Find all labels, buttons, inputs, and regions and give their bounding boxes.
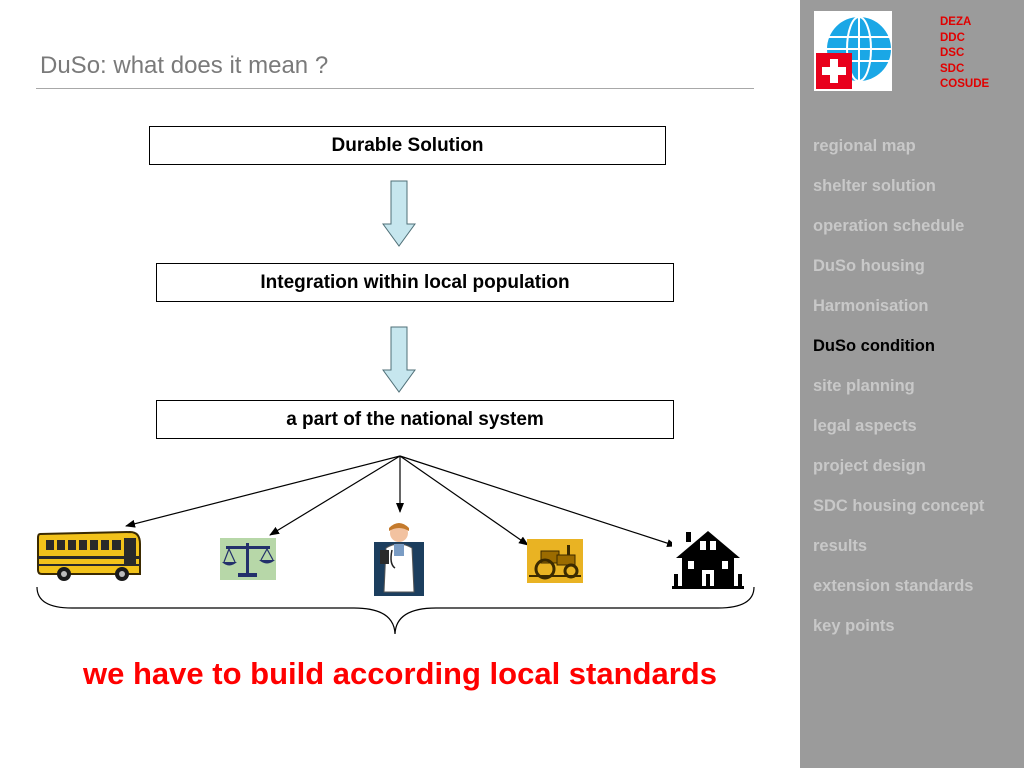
flow-box-label: Integration within local population [260, 271, 570, 293]
scales-icon [220, 538, 276, 580]
sidebar [800, 0, 1024, 768]
nav-item-results[interactable]: results [813, 537, 868, 555]
flow-box-label: Durable Solution [331, 134, 484, 156]
sdc-globe-logo [814, 11, 892, 91]
sidebar-nav [813, 134, 984, 654]
agency-name: COSUDE [940, 78, 990, 90]
nav-item-duso-housing[interactable]: DuSo housing [813, 257, 925, 275]
flow-box-label: a part of the national system [286, 408, 544, 430]
nav-item-project-design[interactable]: project design [813, 457, 926, 475]
nav-item-extension-standards[interactable]: extension standards [813, 577, 974, 595]
tractor-icon [527, 539, 583, 583]
connector-to-bus [126, 456, 400, 526]
agency-names [940, 15, 989, 93]
nav-item-legal-aspects[interactable]: legal aspects [813, 417, 917, 435]
agency-name: DSC [940, 47, 965, 59]
nav-item-duso-condition[interactable]: DuSo condition [813, 337, 935, 355]
nav-item-operation-schedule[interactable]: operation schedule [813, 217, 965, 235]
nav-item-site-planning[interactable]: site planning [813, 377, 915, 395]
conclusion-text: we have to build according local standards [83, 656, 717, 691]
curly-brace [34, 586, 758, 638]
connector-to-house [400, 456, 676, 546]
doctor-icon [374, 520, 424, 596]
nav-item-regional-map[interactable]: regional map [813, 137, 916, 155]
nav-item-key-points[interactable]: key points [813, 617, 895, 635]
house-icon [672, 528, 744, 590]
slide-title: DuSo: what does it mean ? [40, 52, 329, 79]
nav-item-sdc-housing-concept[interactable]: SDC housing concept [813, 497, 985, 515]
agency-name: DEZA [940, 16, 972, 28]
nav-item-harmonisation[interactable]: Harmonisation [813, 297, 929, 315]
agency-name: DDC [940, 31, 965, 44]
bus-icon [36, 528, 144, 582]
nav-item-shelter-solution[interactable]: shelter solution [813, 177, 936, 195]
agency-name: SDC [940, 62, 965, 75]
